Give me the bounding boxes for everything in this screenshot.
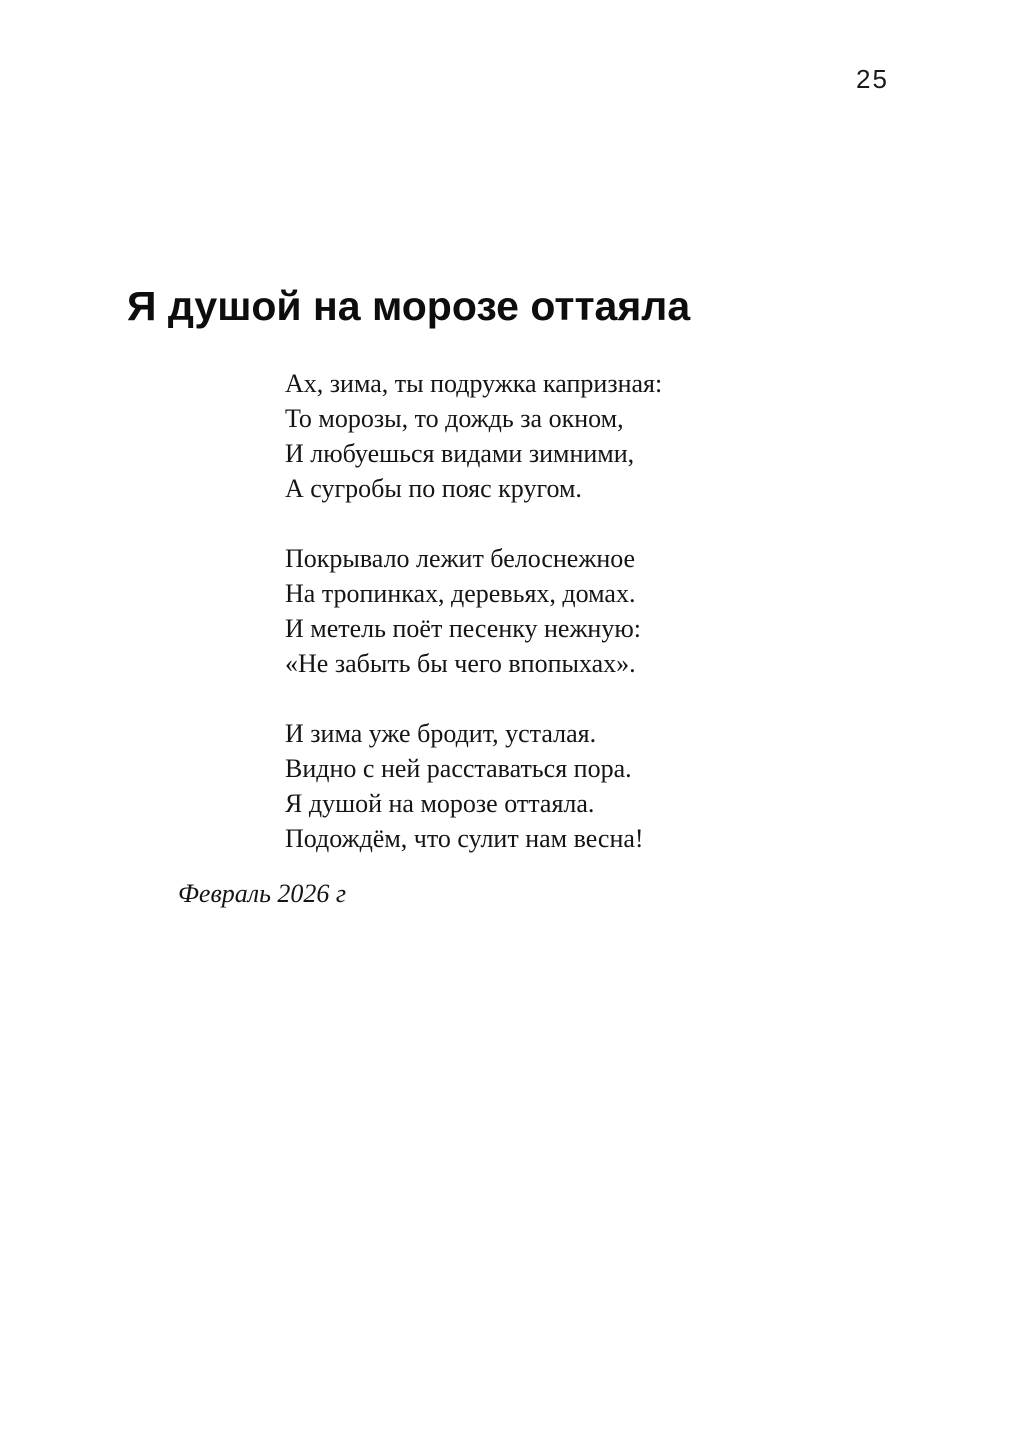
poem-line: А сугробы по пояс кругом. <box>285 474 582 503</box>
stanza-3 <box>285 716 662 856</box>
poem-body <box>285 366 662 856</box>
poem-line: То морозы, то дождь за окном, <box>285 404 624 433</box>
poem-line: И зима уже бродит, усталая. <box>285 719 597 748</box>
poem-line: Я душой на морозе оттаяла. <box>285 789 595 818</box>
poem-line: И метель поёт песенку нежную: <box>285 614 641 643</box>
poem-date: Февраль 2026 г <box>178 879 347 908</box>
poem-line: И любуешься видами зимними, <box>285 439 635 468</box>
page-number: 25 <box>856 64 889 94</box>
poem-line: Покрывало лежит белоснежное <box>285 544 636 573</box>
poem-line: «Не забыть бы чего впопыхах». <box>285 649 636 678</box>
poem-title: Я душой на морозе оттаяла <box>127 283 691 329</box>
stanza-1 <box>285 366 662 506</box>
poem-line: На тропинках, деревьях, домах. <box>285 579 636 608</box>
stanza-2 <box>285 541 662 681</box>
poem-line: Видно с ней расставаться пора. <box>285 754 632 783</box>
poem-line: Ах, зима, ты подружка капризная: <box>285 369 663 398</box>
poem-line: Подождём, что сулит нам весна! <box>285 824 644 853</box>
